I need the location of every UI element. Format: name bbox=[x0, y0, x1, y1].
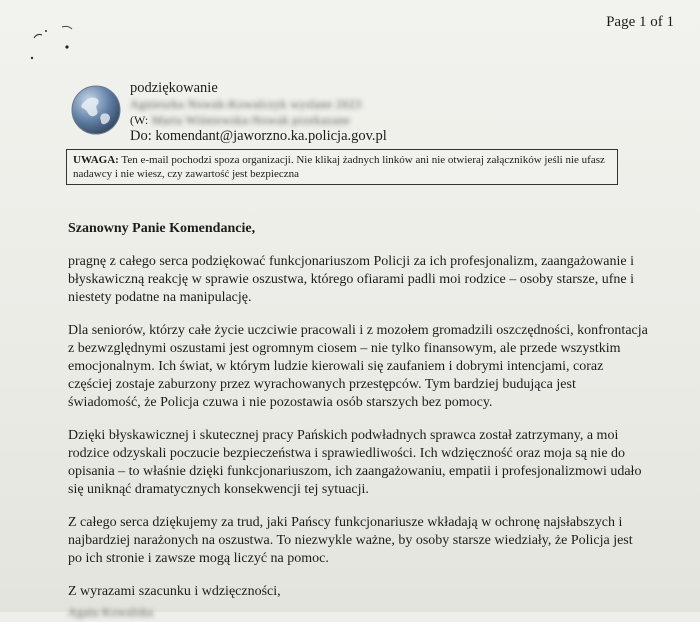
external-email-warning bbox=[66, 149, 618, 185]
letter-closing: Z wyrazami szacunku i wdzięczności, bbox=[68, 584, 281, 599]
outlook-globe-icon bbox=[70, 84, 122, 136]
warning-label: UWAGA: bbox=[73, 154, 119, 166]
email-cc-redacted: Marta Wiśniewska-Nowak przekazane bbox=[151, 113, 351, 127]
email-cc-label: (W: bbox=[130, 113, 149, 127]
letter-salutation: Szanowny Panie Komendancie, bbox=[68, 221, 256, 236]
paper-specks bbox=[28, 22, 78, 62]
letter-paragraph-1: pragnę z całego serca podziękować funkcjonariuszom Policji za ich profesjonalizm, zaangażowanie i błyskawiczną reakcję w sprawie oszustwa, którego ofiarami padli moi rodzice – osoby starsze, ufne i niestety podatne na manipulację. bbox=[68, 254, 635, 305]
letter-paragraph-3: Dzięki błyskawicznej i skutecznej pracy Pańskich podwładnych sprawca został zatrzymany, a moi rodzice odzyskali poczucie bezpieczeństwa i sprawiedliwości. Ich wdzięczność oraz moja są nie do opisania – to właśnie dzięki funkcjonariuszom, ich zaangażowaniu, empatii i profesjonalizmowi udało się uniknąć dramatycznych konsekwencji tej sytuacji. bbox=[68, 428, 642, 497]
letter-body bbox=[68, 220, 648, 622]
page-number: Page 1 of 1 bbox=[606, 14, 674, 30]
email-to-line bbox=[130, 128, 387, 144]
email-to-address: komendant@jaworzno.ka.policja.gov.pl bbox=[155, 128, 387, 144]
warning-text: Ten e-mail pochodzi spoza organizacji. Nie klikaj żadnych linków ani nie otwieraj załączników jeśli nie ufasz nadawcy i nie wiesz, czy zawartość jest bezpieczna bbox=[73, 154, 605, 180]
email-subject: podziękowanie bbox=[130, 80, 218, 96]
letter-paragraph-4: Z całego serca dziękujemy za trud, jaki Pańscy funkcjonariusze wkładają w ochronę najsłabszych i najbardziej narażonych na oszustwa. To niezwykle ważne, by osoby starsze wiedziały, że Policja jest po ich stronie i zawsze mogą liczyć na pomoc. bbox=[68, 515, 633, 566]
signature-redacted: Agata Kowalska bbox=[68, 605, 154, 619]
email-from-redacted: Agnieszka Nowak-Kowalczyk wyslane 2023 bbox=[130, 97, 362, 111]
email-to-label: Do: bbox=[130, 128, 152, 144]
email-header bbox=[130, 80, 387, 144]
letter-paragraph-2: Dla seniorów, którzy całe życie uczciwie pracowali i z mozołem gromadzili oszczędności, konfrontacja z bezwzględnymi oszustami jest ogromnym ciosem – nie tylko finansowym, ale przede wszystkim emocjonalnym. Ich świat, w którym ludzie kierowali się zaufaniem i dobrymi intencjami, coraz częściej zostaje zaburzony przez wyrachowanych przestępców. Tym bardziej budująca jest świadomość, że Policja czuwa i nie pozostawia osób starszych bez pomocy. bbox=[68, 323, 648, 410]
